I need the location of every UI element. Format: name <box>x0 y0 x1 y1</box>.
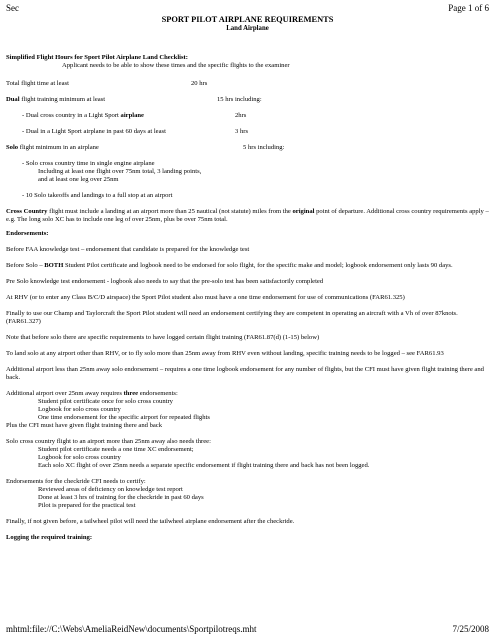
before-solo-both: BOTH <box>44 262 64 269</box>
solo-cc-line-3: and at least one leg over 25nm <box>38 176 119 183</box>
solo-label: flight minimum in an airplane <box>18 144 99 151</box>
document-subtitle: Land Airplane <box>226 25 269 32</box>
dual-label: flight training minimum at least <box>19 96 106 103</box>
note-airport-less-25nm: Additional airport less than 25nm away solo endorsement – requires a one time logbook endorsement for any number of flights, but the CFI must have given flight training there and back. <box>6 366 484 381</box>
solo-xc-item-2: Logbook for solo cross country <box>38 454 121 461</box>
tailwheel-note: Finally, if not given before, a tailwheel pilot will need the tailwheel airplane endorsement after the checkride. <box>6 518 295 525</box>
cross-country-paragraph <box>6 208 489 224</box>
dual-training-value: 15 hrs including: <box>217 96 262 103</box>
dual-cc-label: - Dual cross country in a Light Sport <box>22 112 121 119</box>
endorsements-heading: Endorsements: <box>6 230 49 237</box>
solo-label-bold: Solo <box>6 144 19 151</box>
checkride-item-2: Done at least 3 hrs of training for the checkride in past 60 days <box>38 494 204 501</box>
checklist-intro: Applicant needs to be able to show these times and the specific flights to the examiner <box>62 62 290 69</box>
dual-60-days-row <box>6 128 489 136</box>
over-25nm-item-2: Logbook for solo cross country <box>38 406 121 413</box>
airport-over-25nm-heading <box>6 390 489 398</box>
print-footer <box>6 624 489 636</box>
dual-60-value: 3 hrs <box>235 128 249 135</box>
checkride-item-3: Pilot is prepared for the practical test <box>38 502 136 509</box>
over-25nm-item-4: Plus the CFI must have given flight training there and back <box>6 422 163 429</box>
endorsement-before-solo <box>6 262 489 270</box>
checkride-heading: Endorsements for the checkride CFI needs to certify: <box>6 478 146 485</box>
dual-cc-airplane: airplane <box>120 112 144 119</box>
endorsement-vh-87-knots: Finally to use our Champ and Taylorcraft the Sport Pilot student will need an endorsement certifying they are competent in operating an aircraft with a Vh of over 87knots. (FAR61.327) <box>6 310 458 325</box>
before-solo-text-a: Before Solo – <box>6 262 45 269</box>
over-25nm-item-1: Student pilot certificate once for solo cross country <box>38 398 173 405</box>
document-title: SPORT PILOT AIRPLANE REQUIREMENTS <box>161 15 334 24</box>
dual-cc-value: 2hrs <box>235 112 247 119</box>
cross-country-text-a: flight must include a landing at an airport more than 25 nautical (not statute) miles from the <box>47 208 293 215</box>
document-body <box>6 14 489 542</box>
solo-cc-line-2: Including at least one flight over 75nm total, 3 landing points, <box>38 168 202 175</box>
total-flight-time-value: 20 hrs <box>191 80 208 87</box>
cross-country-original: original <box>292 208 315 215</box>
note-before-solo: Note that before solo there are specific requirements to have logged certain flight training (FAR61.87(d) (1-15) below) <box>6 334 320 341</box>
checklist-heading: Simplified Flight Hours for Sport Pilot Airplane Land Checklist: <box>6 54 188 61</box>
solo-xc-item-3: Each solo XC flight of over 25nm needs a separate specific endorsement if flight training there and back has not been logged. <box>38 462 370 469</box>
footer-date: 7/25/2008 <box>452 624 489 634</box>
logging-heading: Logging the required training: <box>6 534 93 541</box>
total-flight-time-label: Total flight time at least <box>6 80 69 87</box>
solo-flight-row <box>6 144 489 152</box>
endorsement-knowledge-test: Before FAA knowledge test – endorsement that candidate is prepared for the knowledge test <box>6 246 250 253</box>
dual-60-label: - Dual in a Light Sport airplane in past 60 days at least <box>22 128 166 135</box>
header-section-label: Sec <box>6 3 19 13</box>
dual-label-bold: Dual <box>6 96 20 103</box>
cross-country-term: Cross Country <box>6 208 48 215</box>
over-25nm-item-3: One time endorsement for the specific airport for repeated flights <box>38 414 210 421</box>
dual-training-row <box>6 96 489 104</box>
solo-xc-heading: Solo cross country flight to an airport more than 25nm away also needs three: <box>6 438 211 445</box>
total-flight-time-row <box>6 80 489 88</box>
note-land-solo-other-airport: To land solo at any airport other than RHV, or to fly solo more than 25nm away from RHV even without landing, specific training needs to be logged – see FAR61.93 <box>6 350 444 357</box>
before-solo-text-c: Student Pilot certificate and logbook need to be endorsed for solo flight, for the specific make and model; logbook endorsement only lasts 90 days. <box>63 262 453 269</box>
cross-country-text-c: point of departure. Additional cross country requirements apply – e.g. The long solo XC has to include one leg of over 25nm, plus be over 75nm total. <box>6 208 489 223</box>
over-25nm-text-a: Additional airport over 25nm away requires <box>6 390 124 397</box>
over-25nm-three: three <box>123 390 139 397</box>
solo-cc-line-1: - Solo cross country time in single engine airplane <box>22 160 155 167</box>
endorsement-communications: At RHV (or to enter any Class B/C/D airspace) the Sport Pilot student also must have a one time endorsement for use of communications (FAR61.325) <box>6 294 405 301</box>
dual-cross-country-row <box>6 112 489 120</box>
checkride-item-1: Reviewed areas of deficiency on knowledge test report <box>38 486 183 493</box>
endorsement-pre-solo: Pre Solo knowledge test endorsement - logbook also needs to say that the pre-solo test has been satisfactorily completed <box>6 278 324 285</box>
footer-file-path: mhtml:file://C:\Webs\AmeliaReidNew\documents\Sportpilotreqs.mht <box>6 624 257 634</box>
solo-takeoffs-line: - 10 Solo takeoffs and landings to a full stop at an airport <box>22 192 173 199</box>
header-page-number: Page 1 of 6 <box>448 3 489 13</box>
over-25nm-text-c: endorsements: <box>138 390 178 397</box>
solo-flight-value: 5 hrs including: <box>243 144 285 151</box>
solo-xc-item-1: Student pilot certificate needs a one time XC endorsement; <box>38 446 194 453</box>
